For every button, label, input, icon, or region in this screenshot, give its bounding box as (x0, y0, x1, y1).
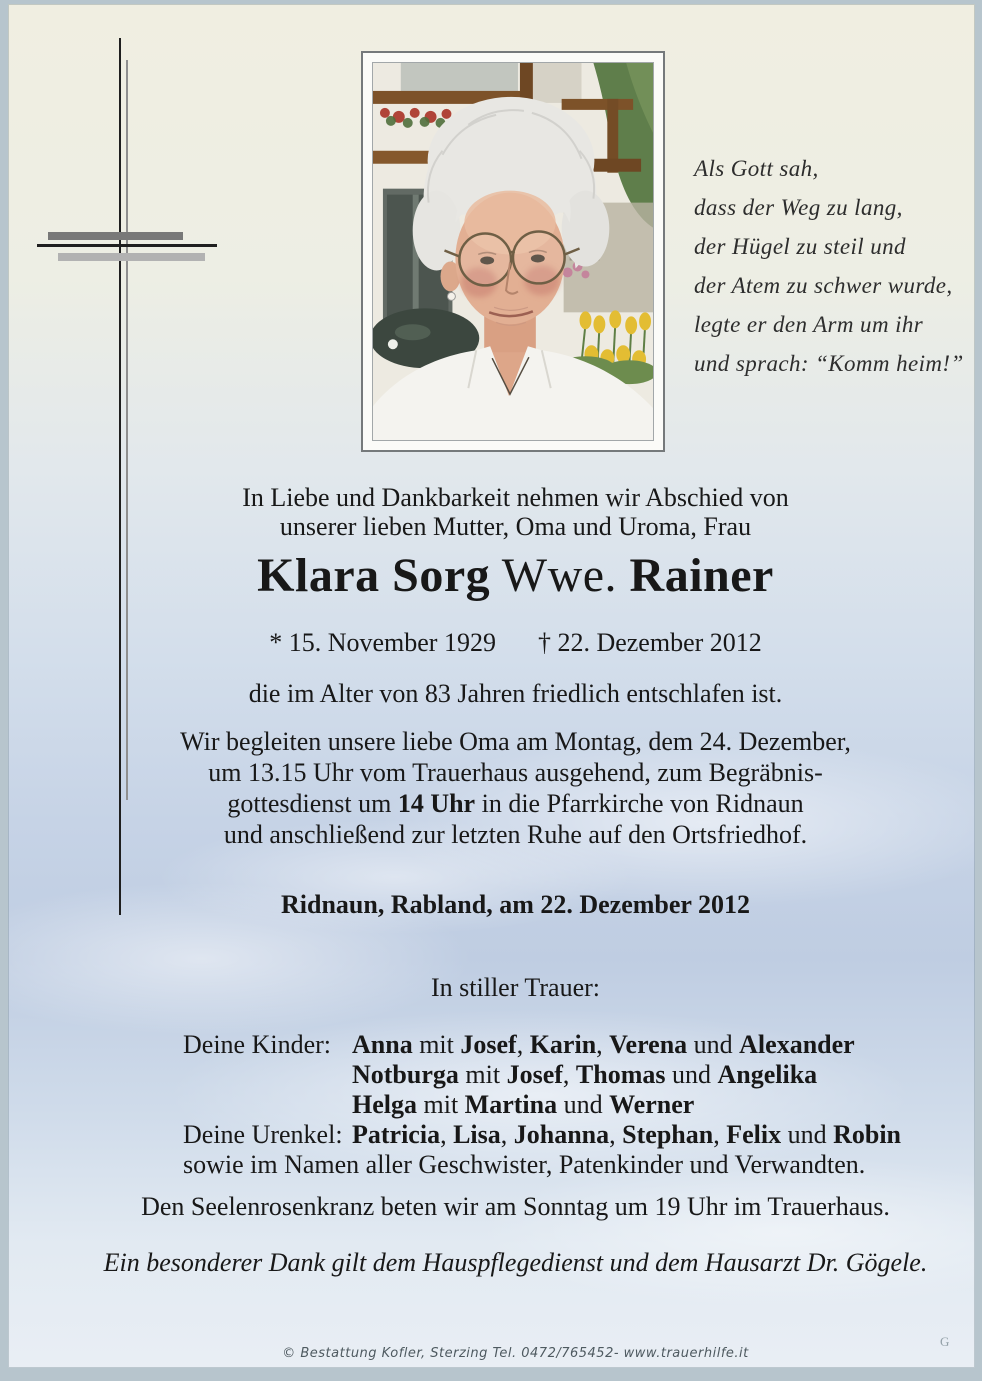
age-line: die im Alter von 83 Jahren friedlich entschlafen ist. (248, 679, 783, 708)
place-date-line: Ridnaun, Rabland, am 22. Dezember 2012 (280, 890, 750, 919)
life-dates (56, 628, 975, 658)
rosary-line: Den Seelenrosenkranz beten wir am Sonntag um 19 Uhr im Trauerhaus. (141, 1192, 890, 1221)
funeral-announcement (56, 726, 975, 850)
great-grandchildren-line: Patricia, Lisa, Johanna, Stephan, Felix und Robin (352, 1120, 901, 1149)
funeral-line-1: Wir begleiten unsere liebe Oma am Montag, dem 24. Dezember, (180, 727, 851, 756)
portrait-photo-frame (361, 51, 665, 452)
birth-date: * 15. November 1929 (269, 628, 496, 657)
poem-line: der Hügel zu steil und (694, 234, 906, 259)
cross-horizontal-bar-bottom (58, 253, 205, 261)
deceased-name: Klara Sorg Wwe. Rainer (257, 549, 774, 602)
poem-line: der Atem zu schwer wurde, (694, 273, 953, 298)
death-date: † 22. Dezember 2012 (537, 628, 762, 657)
children-line: Anna mit Josef, Karin, Verena und Alexander (352, 1030, 855, 1059)
great-grandchildren-label: Deine Urenkel: (183, 1120, 343, 1149)
family-list (183, 1030, 940, 1180)
memorial-poem (694, 149, 964, 383)
poem-line: dass der Weg zu lang, (694, 195, 903, 220)
cross-horizontal-line (37, 244, 217, 247)
great-grandchildren-row (183, 1120, 940, 1150)
intro-text (56, 483, 975, 541)
intro-line-1: In Liebe und Dankbarkeit nehmen wir Abschied von (242, 483, 789, 512)
thanks-line: Ein besonderer Dank gilt dem Hauspflegedienst und dem Hausarzt Dr. Gögele. (103, 1248, 928, 1277)
poem-line: Als Gott sah, (694, 156, 819, 181)
funeral-line-4: und anschließend zur letzten Ruhe auf den Ortsfriedhof. (223, 820, 808, 849)
great-grandchildren-names (352, 1120, 901, 1150)
children-label: Deine Kinder: (183, 1030, 332, 1059)
funeral-line-2: um 13.15 Uhr vom Trauerhaus ausgehend, zum Begräbnis- (208, 758, 823, 787)
intro-line-2: unserer lieben Mutter, Oma und Uroma, Frau (279, 512, 752, 541)
children-line: Notburga mit Josef, Thomas und Angelika (352, 1060, 818, 1089)
children-line: Helga mit Martina und Werner (352, 1090, 695, 1119)
print-mark: G (940, 1334, 950, 1349)
poem-line: und sprach: “Komm heim!” (694, 351, 964, 376)
children-names (352, 1030, 855, 1120)
relatives-line: sowie im Namen aller Geschwister, Patenkinder und Verwandten. (183, 1150, 866, 1179)
funeral-line-3: gottesdienst um 14 Uhr in die Pfarrkirche von Ridnaun (227, 789, 804, 818)
mourning-header: In stiller Trauer: (431, 973, 600, 1002)
funeral-home-credit: © Bestattung Kofler, Sterzing Tel. 0472/765452- www.trauerhilfe.it (282, 1346, 749, 1361)
cross-horizontal-bar-top (48, 232, 183, 240)
portrait-photo (372, 62, 654, 441)
children-row (183, 1030, 940, 1120)
poem-line: legte er den Arm um ihr (694, 312, 924, 337)
memorial-card (8, 4, 975, 1368)
